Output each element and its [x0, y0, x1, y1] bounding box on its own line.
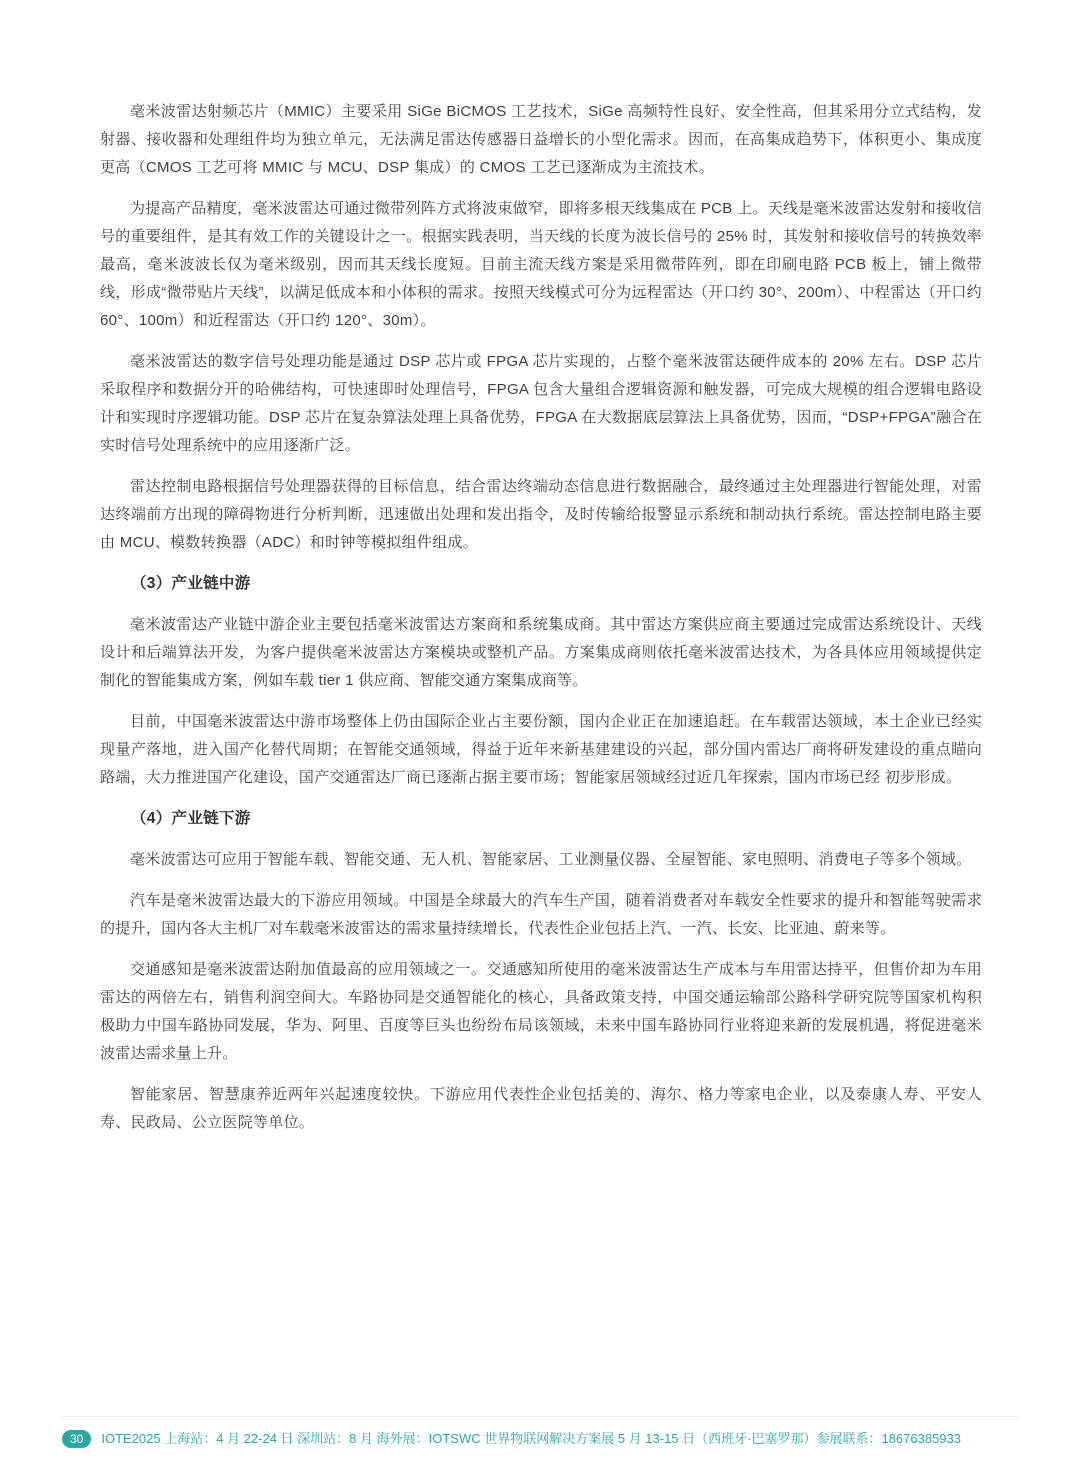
paragraph-mmic-process: 毫米波雷达射频芯片（MMIC）主要采用 SiGe BiCMOS 工艺技术，SiGe 高频特性良好、安全性高，但其采用分立式结构，发射器、接收器和处理组件均为独立单元，无法满足雷达传感器日益增长的小型化需求。因而，在高集成趋势下，体积更小、集成度更高（CMOS 工艺可将 MMIC 与 MCU、DSP 集成）的 CMOS 工艺已逐渐成为主流技术。 [100, 103, 982, 176]
paragraph-smart-home-elderly-care: 智能家居、智慧康养近两年兴起速度较快。下游应用代表性企业包括美的、海尔、格力等家电企业，以及泰康人寿、平安人寿、民政局、公立医院等单位。 [100, 1086, 982, 1131]
paragraph-downstream-fields: 毫米波雷达可应用于智能车载、智能交通、无人机、智能家居、工业测量仪器、全屋智能、家电照明、消费电子等多个领域。 [130, 851, 972, 868]
footer-row [62, 1430, 1018, 1448]
paragraph-traffic-sensing: 交通感知是毫米波雷达附加值最高的应用领域之一。交通感知所使用的毫米波雷达生产成本与车用雷达持平，但售价却为车用雷达的两倍左右，销售利润空间大。车路协同是交通智能化的核心，具备政策支持，中国交通运输部公路科学研究院等国家机构积极助力中国车路协同发展，华为、阿里、百度等巨头也纷纷布局该领域，未来中国车路协同行业将迎来新的发展机遇，将促进毫米波雷达需求量上升。 [100, 961, 982, 1062]
section-heading-downstream: （4）产业链下游 [131, 810, 251, 827]
paragraph-midstream-market: 目前，中国毫米波雷达中游市场整体上仍由国际企业占主要份额，国内企业正在加速追赶。在车载雷达领域，本土企业已经实现量产落地，进入国产化替代周期；在智能交通领域，得益于近年来新基建建设的兴起，部分国内雷达厂商将研发建设的重点瞄向路端，大力推进国产化建设，国产交通雷达厂商已逐渐占据主要市场；智能家居领域经过近几年探索，国内市场已经 初步形成。 [100, 713, 982, 786]
section-heading-midstream: （3）产业链中游 [131, 575, 251, 592]
document-body [100, 98, 982, 1150]
page-footer [62, 1416, 1018, 1448]
paragraph-radar-control-circuit: 雷达控制电路根据信号处理器获得的目标信息，结合雷达终端动态信息进行数据融合，最终通过主处理器进行智能处理，对雷达终端前方出现的障碍物进行分析判断，迅速做出处理和发出指令，及时传输给报警显示系统和制动执行系统。雷达控制电路主要由 MCU、模数转换器（ADC）和时钟等模拟组件组成。 [100, 478, 982, 551]
paragraph-automotive-application: 汽车是毫米波雷达最大的下游应用领域。中国是全球最大的汽车生产国，随着消费者对车载安全性要求的提升和智能驾驶需求的提升，国内各大主机厂对车载毫米波雷达的需求量持续增长，代表性企业包括上汽、一汽、长安、比亚迪、蔚来等。 [100, 892, 982, 937]
paragraph-dsp-fpga: 毫米波雷达的数字信号处理功能是通过 DSP 芯片或 FPGA 芯片实现的，占整个毫米波雷达硬件成本的 20% 左右。DSP 芯片采取程序和数据分开的哈佛结构，可快速即时处理信号，FPGA 包含大量组合逻辑资源和触发器，可完成大规模的组合逻辑电路设计和实现时序逻辑功能。DSP 芯片在复杂算法处理上具备优势，FPGA 在大数据底层算法上具备优势，因而，“DSP+FPGA”融合在实时信号处理系统中的应用逐渐广泛。 [100, 353, 982, 454]
paragraph-midstream-overview: 毫米波雷达产业链中游企业主要包括毫米波雷达方案商和系统集成商。其中雷达方案供应商主要通过完成雷达系统设计、天线设计和后端算法开发，为客户提供毫米波雷达方案模块或整机产品。方案集成商则依托毫米波雷达技术，为各具体应用领域提供定制化的智能集成方案，例如车载 tier 1 供应商、智能交通方案集成商等。 [100, 616, 982, 689]
footer-exhibition-info: IOTE2025 上海站：4 月 22-24 日 深圳站：8 月 海外展：IOTSWC 世界物联网解决方案展 5 月 13-15 日（西班牙·巴塞罗那）参展联系：18676385933 [101, 1431, 961, 1446]
footer-divider [62, 1416, 1018, 1417]
paragraph-antenna-design: 为提高产品精度，毫米波雷达可通过微带列阵方式将波束做窄，即将多根天线集成在 PCB 上。天线是毫米波雷达发射和接收信号的重要组件，是其有效工作的关键设计之一。根据实践表明，当天线的长度为波长信号的 25% 时，其发射和接收信号的转换效率最高，毫米波波长仅为毫米级别，因而其天线长度短。目前主流天线方案是采用微带阵列，即在印刷电路 PCB 板上，铺上微带线，形成“微带贴片天线”，以满足低成本和小体积的需求。按照天线模式可分为远程雷达（开口约 30°、200m）、中程雷达（开口约 60°、100m）和近程雷达（开口约 120°、30m）。 [100, 200, 982, 329]
page-number-badge: 30 [62, 1430, 91, 1448]
